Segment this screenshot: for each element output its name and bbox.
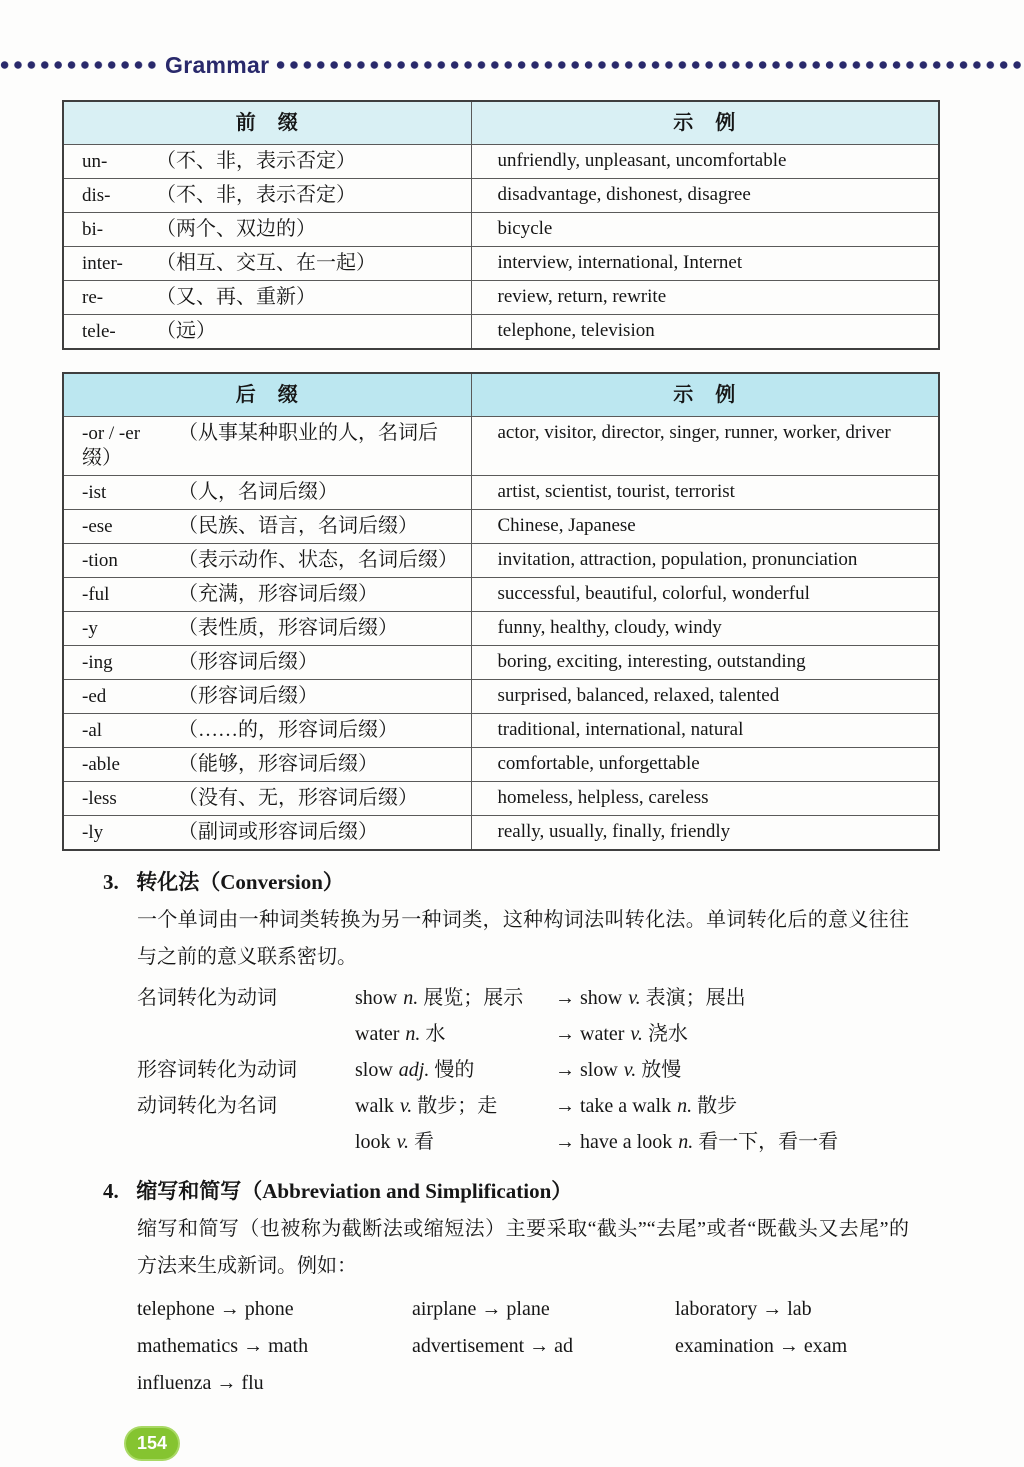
prefix-meaning: （相互、交互、在一起）: [156, 252, 376, 274]
table-row: [63, 213, 939, 247]
prefix-meaning: （又、再、重新）: [156, 286, 316, 308]
suffix-examples: actor, visitor, director, singer, runner, worker, driver: [471, 417, 939, 476]
prefix-table: [62, 100, 940, 350]
source-pos: adj.: [398, 1059, 430, 1081]
suffix-meaning: （从事某种职业的人，名词后缀）: [82, 422, 438, 469]
suffix-term: -ly: [82, 822, 104, 843]
prefix-examples: interview, international, Internet: [471, 247, 939, 281]
suffix-cell: [63, 417, 471, 476]
prefix-term: tele-: [82, 321, 116, 342]
prefix-term: dis-: [82, 185, 111, 206]
suffix-meaning: （民族、语言，名词后缀）: [178, 515, 418, 537]
conversion-source: [355, 1016, 555, 1052]
page-number-badge: 154: [126, 1428, 178, 1459]
conversion-row: [137, 1016, 937, 1052]
prefix-term: bi-: [82, 219, 104, 240]
suffix-cell: [63, 510, 471, 544]
suffix-meaning: （……的，形容词后缀）: [178, 719, 398, 741]
result-pos: n.: [678, 1131, 694, 1153]
prefix-table-body: [63, 145, 939, 350]
abbreviation-item: laboratory → lab: [675, 1298, 812, 1320]
page-title: Grammar: [165, 51, 270, 78]
suffix-meaning: （能够，形容词后缀）: [178, 753, 378, 775]
result-gloss: 看一下，看一看: [698, 1131, 839, 1153]
conversion-row: [137, 1124, 937, 1160]
conversion-source: [355, 1088, 555, 1124]
suffix-term: -ful: [82, 584, 110, 605]
result-pos: v.: [630, 1023, 643, 1045]
result-gloss: 表演；展出: [645, 987, 746, 1009]
prefix-cell: [63, 315, 471, 350]
prefix-cell: [63, 247, 471, 281]
suffix-term: -ist: [82, 482, 107, 503]
source-gloss: 看: [413, 1131, 434, 1153]
suffix-column-header: 后 缀: [63, 373, 471, 417]
table-row: [63, 544, 939, 578]
dotted-rule-right-icon: [276, 60, 1024, 70]
suffix-term: -able: [82, 754, 120, 775]
suffix-term: -less: [82, 788, 117, 809]
suffix-examples: successful, beautiful, colorful, wonderful: [471, 578, 939, 612]
prefix-table-head: [63, 101, 939, 145]
table-row: [63, 816, 939, 851]
suffix-examples: funny, healthy, cloudy, windy: [471, 612, 939, 646]
table-row: [63, 510, 939, 544]
source-word: water: [355, 1023, 400, 1045]
arrow-icon: →: [555, 1131, 575, 1153]
suffix-meaning: （表性质，形容词后缀）: [178, 617, 398, 639]
suffix-meaning: （形容词后缀）: [178, 685, 318, 707]
result-word: slow: [580, 1059, 618, 1081]
arrow-icon: →: [555, 1059, 575, 1081]
abbreviation-item: advertisement → ad: [412, 1335, 574, 1357]
suffix-cell: [63, 578, 471, 612]
source-word: slow: [355, 1059, 393, 1081]
conversion-category: [137, 1016, 355, 1052]
section-abbreviation: [0, 1175, 1024, 1402]
prefix-examples: bicycle: [471, 213, 939, 247]
source-gloss: 散步；走: [417, 1095, 498, 1117]
suffix-meaning: （表示动作、状态，名词后缀）: [178, 549, 458, 571]
suffix-cell: [63, 544, 471, 578]
suffix-table-body: [63, 417, 939, 851]
conversion-category: 形容词转化为动词: [137, 1059, 297, 1081]
abbreviation-item: mathematics → math: [137, 1335, 309, 1357]
prefix-table-header-row: [63, 101, 939, 145]
table-row: [63, 145, 939, 179]
suffix-term: -ing: [82, 652, 113, 673]
result-word: show: [580, 987, 623, 1009]
table-row: [63, 714, 939, 748]
result-pos: v.: [628, 987, 641, 1009]
suffix-table: [62, 372, 940, 851]
suffix-cell: [63, 476, 471, 510]
result-gloss: 散步: [697, 1095, 738, 1117]
source-pos: v.: [399, 1095, 413, 1117]
conversion-source: [355, 1124, 555, 1160]
suffix-cell: [63, 680, 471, 714]
table-row: [63, 680, 939, 714]
prefix-cell: [63, 145, 471, 179]
suffix-cell: [63, 612, 471, 646]
section-conversion: [0, 866, 1024, 1160]
suffix-meaning: （充满，形容词后缀）: [178, 583, 378, 605]
abbreviation-item: airplane → plane: [412, 1298, 550, 1320]
suffix-examples: really, usually, finally, friendly: [471, 816, 939, 851]
conversion-category: 动词转化为名词: [137, 1095, 277, 1117]
suffix-examples: Chinese, Japanese: [471, 510, 939, 544]
result-pos: n.: [677, 1095, 693, 1117]
suffix-cell: [63, 782, 471, 816]
table-row: [63, 782, 939, 816]
section-body-text: 一个单词由一种词类转换为另一种词类，这种构词法叫转化法。单词转化后的意义往往与之前的意义联系密切。: [137, 909, 909, 968]
result-word: water: [580, 1023, 625, 1045]
abbreviation-item: telephone → phone: [137, 1298, 294, 1320]
arrow-icon: →: [555, 1023, 575, 1045]
table-row: [63, 578, 939, 612]
prefix-cell: [63, 179, 471, 213]
source-gloss: 水: [425, 1023, 446, 1045]
table-row: [63, 281, 939, 315]
prefix-term: inter-: [82, 253, 123, 274]
result-word: have a look: [580, 1131, 673, 1153]
conversion-source: [355, 980, 555, 1016]
source-pos: n.: [403, 987, 419, 1009]
suffix-examples: boring, exciting, interesting, outstanding: [471, 646, 939, 680]
suffix-term: -y: [82, 618, 98, 639]
suffix-examples: traditional, international, natural: [471, 714, 939, 748]
suffix-term: -tion: [82, 550, 118, 571]
suffix-meaning: （形容词后缀）: [178, 651, 318, 673]
prefix-meaning: （不、非，表示否定）: [156, 150, 356, 172]
suffix-examples: comfortable, unforgettable: [471, 748, 939, 782]
suffix-term: -ese: [82, 516, 113, 537]
abbreviation-item: examination → exam: [675, 1335, 848, 1357]
conversion-source: [355, 1052, 555, 1088]
suffix-table-head: [63, 373, 939, 417]
table-row: [63, 612, 939, 646]
conversion-category: 名词转化为动词: [137, 987, 277, 1009]
conversion-row: [137, 1088, 937, 1124]
suffix-term: -ed: [82, 686, 107, 707]
suffix-example-column-header: 示 例: [471, 373, 939, 417]
section-number: 3.: [103, 870, 119, 894]
source-gloss: 展览；展示: [423, 987, 524, 1009]
result-pos: v.: [623, 1059, 637, 1081]
suffix-term: -al: [82, 720, 103, 741]
suffix-examples: homeless, helpless, careless: [471, 782, 939, 816]
prefix-cell: [63, 213, 471, 247]
conversion-examples: [0, 980, 1024, 1160]
suffix-meaning: （人，名词后缀）: [178, 481, 338, 503]
prefix-examples: unfriendly, unpleasant, uncomfortable: [471, 145, 939, 179]
grammar-header: [0, 52, 1024, 78]
suffix-examples: artist, scientist, tourist, terrorist: [471, 476, 939, 510]
conversion-row: [137, 980, 937, 1016]
prefix-examples: telephone, television: [471, 315, 939, 350]
dotted-rule-left-icon: [0, 60, 158, 70]
table-row: [63, 748, 939, 782]
table-row: [63, 646, 939, 680]
suffix-cell: [63, 714, 471, 748]
prefix-cell: [63, 281, 471, 315]
prefix-term: un-: [82, 151, 108, 172]
prefix-column-header: 前 缀: [63, 101, 471, 145]
suffix-meaning: （副词或形容词后缀）: [178, 821, 378, 843]
conversion-category: [137, 1124, 355, 1160]
source-word: show: [355, 987, 398, 1009]
table-row: [63, 179, 939, 213]
source-word: walk: [355, 1095, 394, 1117]
result-word: take a walk: [580, 1095, 672, 1117]
suffix-table-header-row: [63, 373, 939, 417]
conversion-result: [555, 1088, 937, 1124]
section-heading: [103, 1175, 1024, 1205]
prefix-term: re-: [82, 287, 104, 308]
prefix-meaning: （两个、双边的）: [156, 218, 316, 240]
prefix-example-column-header: 示 例: [471, 101, 939, 145]
prefix-meaning: （远）: [156, 320, 216, 342]
source-word: look: [355, 1131, 391, 1153]
result-gloss: 放慢: [641, 1059, 682, 1081]
source-gloss: 慢的: [434, 1059, 475, 1081]
conversion-row: [137, 1052, 937, 1088]
suffix-cell: [63, 816, 471, 851]
prefix-examples: disadvantage, dishonest, disagree: [471, 179, 939, 213]
table-row: [63, 417, 939, 476]
table-row: [63, 476, 939, 510]
suffix-cell: [63, 748, 471, 782]
abbreviation-item: influenza → flu: [137, 1372, 264, 1394]
suffix-cell: [63, 646, 471, 680]
conversion-result: [555, 1052, 937, 1088]
source-pos: v.: [396, 1131, 409, 1153]
conversion-result: [555, 1016, 937, 1052]
section-body-text: 缩写和简写（也被称为截断法或缩短法）主要采取“截头”“去尾”或者“既截头又去尾”的方法来生成新词。例如：: [137, 1218, 909, 1277]
section-title: 转化法（Conversion）: [136, 870, 344, 894]
suffix-term: -or / -er: [82, 423, 141, 444]
suffix-examples: surprised, balanced, relaxed, talented: [471, 680, 939, 714]
suffix-examples: invitation, attraction, population, pronunciation: [471, 544, 939, 578]
suffix-meaning: （没有、无，形容词后缀）: [178, 787, 418, 809]
arrow-icon: →: [555, 987, 575, 1009]
conversion-result: [555, 1124, 937, 1160]
table-row: [63, 315, 939, 350]
arrow-icon: →: [555, 1095, 575, 1117]
section-number: 4.: [103, 1179, 119, 1203]
section-heading: [103, 866, 1024, 896]
conversion-result: [555, 980, 937, 1016]
abbreviation-examples: [137, 1291, 937, 1402]
prefix-meaning: （不、非，表示否定）: [156, 184, 356, 206]
result-gloss: 浇水: [647, 1023, 688, 1045]
section-title: 缩写和简写（Abbreviation and Simplification）: [136, 1179, 573, 1203]
source-pos: n.: [405, 1023, 421, 1045]
table-row: [63, 247, 939, 281]
textbook-page: [0, 52, 1024, 1459]
prefix-examples: review, return, rewrite: [471, 281, 939, 315]
